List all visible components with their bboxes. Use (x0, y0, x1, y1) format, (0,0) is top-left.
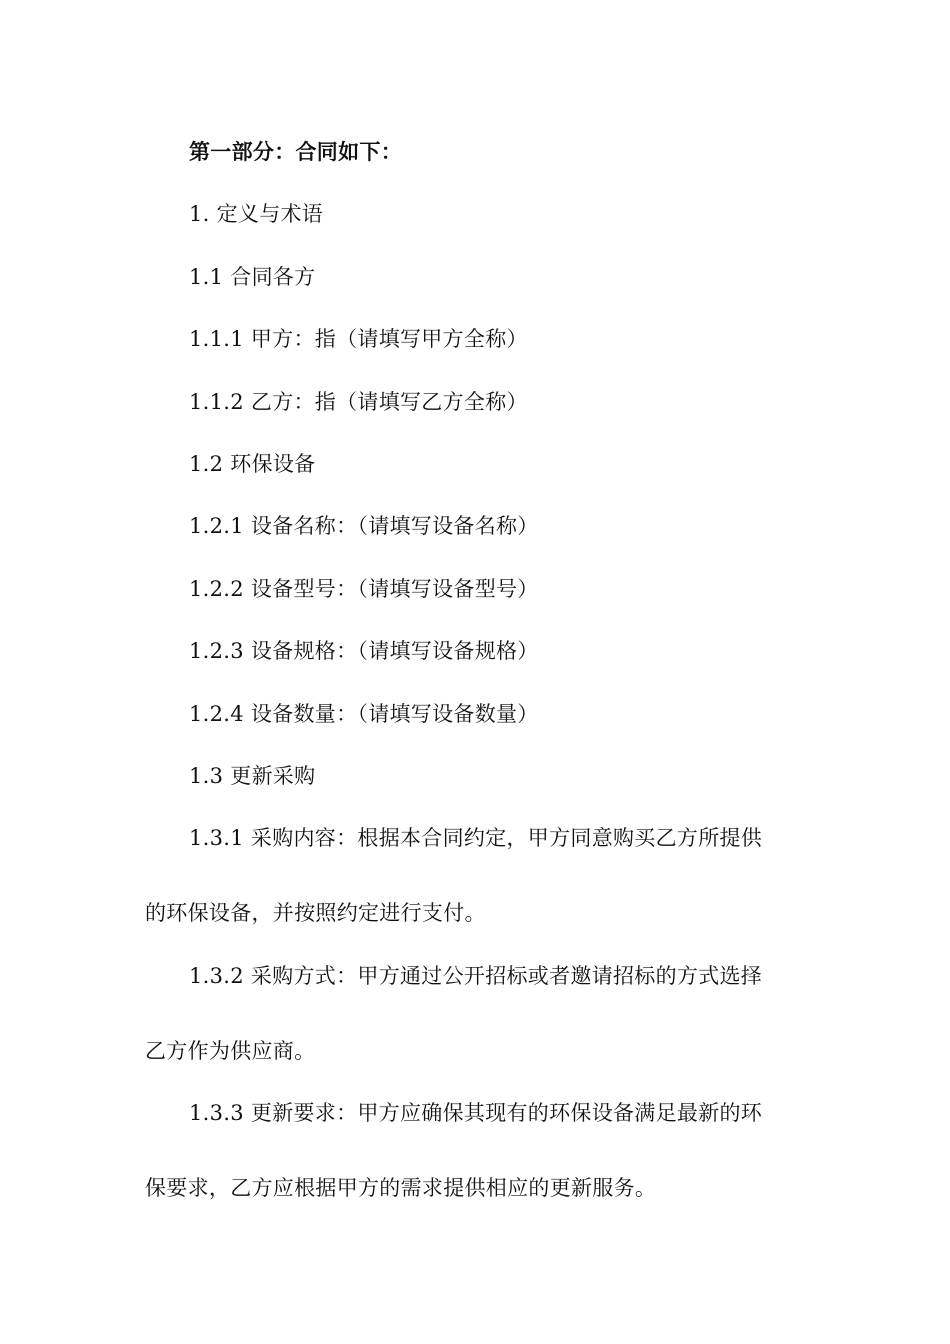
clause-1-3-1-line-1: 1.3.1 采购内容：根据本合同约定，甲方同意购买乙方所提供 (189, 826, 763, 850)
clause-1-2-4: 1.2.4 设备数量：（请填写设备数量） (189, 702, 539, 726)
clause-1-3-3-line-2: 保要求，乙方应根据甲方的需求提供相应的更新服务。 (145, 1176, 657, 1200)
clause-1-3-2-line-2: 乙方作为供应商。 (145, 1039, 316, 1063)
clause-1-2-1: 1.2.1 设备名称：（请填写设备名称） (189, 514, 539, 538)
clause-1-3-2-line-1: 1.3.2 采购方式：甲方通过公开招标或者邀请招标的方式选择 (189, 964, 763, 988)
clause-1-2-2: 1.2.2 设备型号：（请填写设备型号） (189, 577, 539, 601)
clause-1-3-3-line-1: 1.3.3 更新要求：甲方应确保其现有的环保设备满足最新的环 (189, 1101, 763, 1125)
clause-1-2-3: 1.2.3 设备规格：（请填写设备规格） (189, 639, 539, 663)
clause-1-1-2: 1.1.2 乙方：指（请填写乙方全称） (189, 390, 528, 414)
clause-1-1-1: 1.1.1 甲方：指（请填写甲方全称） (189, 327, 528, 351)
clause-1-1: 1.1 合同各方 (189, 265, 316, 289)
section-heading: 第一部分：合同如下： (189, 140, 402, 164)
clause-1-2: 1.2 环保设备 (189, 452, 316, 476)
clause-1-3: 1.3 更新采购 (189, 764, 316, 788)
clause-1-3-1-line-2: 的环保设备，并按照约定进行支付。 (145, 901, 486, 925)
clause-1: 1. 定义与术语 (189, 202, 324, 226)
